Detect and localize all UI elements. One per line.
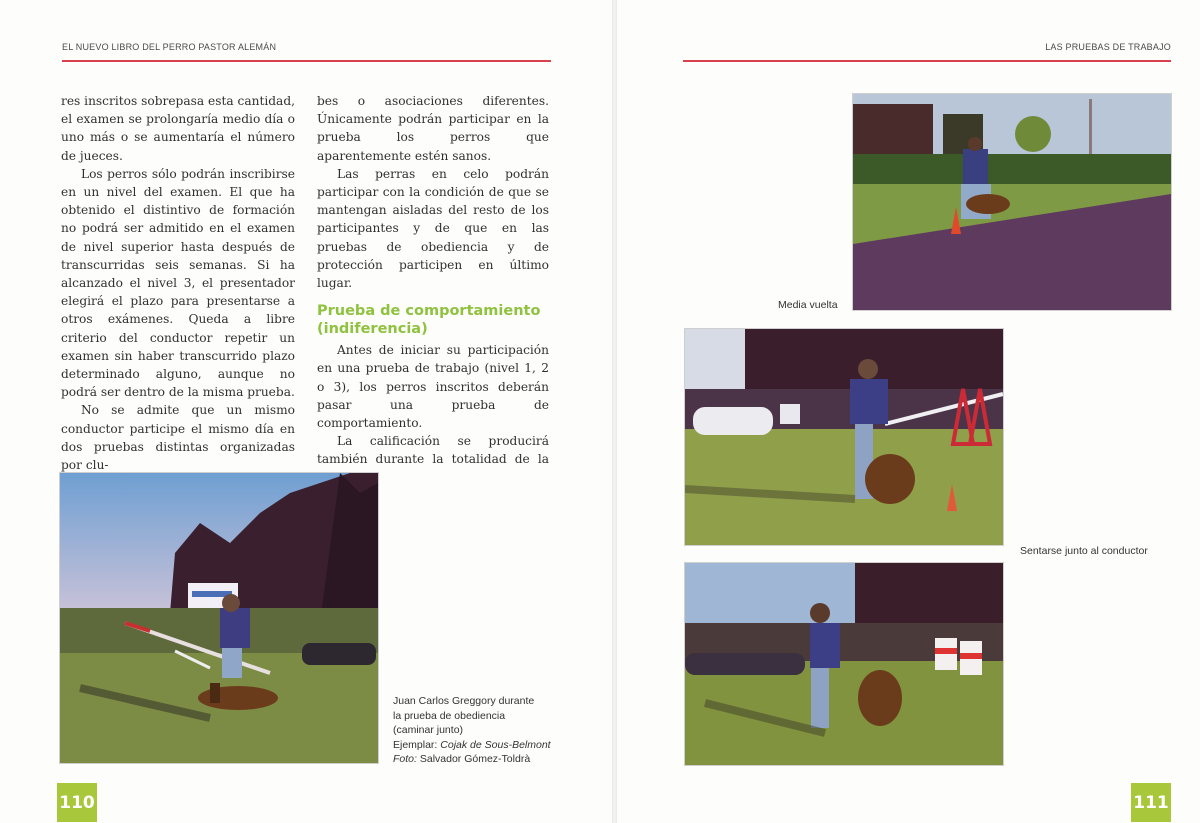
specimen-name: Cojak de Sous-Belmont — [440, 738, 551, 751]
photo-caption-obedience — [393, 694, 573, 767]
photo-label: Foto: — [393, 753, 417, 765]
caption-credit — [393, 752, 573, 767]
caption-line: (caminar junto) — [393, 724, 464, 736]
caption-line: Juan Carlos Greggory durante — [393, 695, 535, 707]
page-number-left: 110 — [57, 783, 97, 822]
photo-half-turn — [852, 93, 1172, 311]
photo-caption-sit: Sentarse junto al conductor — [1020, 545, 1148, 557]
running-head-right: LAS PRUEBAS DE TRABAJO — [1045, 42, 1171, 52]
paragraph: res inscritos sobrepasa esta cantidad, el examen se prolongaría medio día o uno más o se aumentaría el número de jueces. — [61, 94, 295, 163]
paragraph: Los perros sólo podrán inscribirse en un nivel del examen. El que ha obtenido el distintivo de formación no podrá ser admitido en el examen de nivel superior hasta después de transcurridas seis semanas. Si ha alcanzado el nivel 3, el presentador elegirá el plazo para presentarse a otros exámenes. Queda a libre criterio del conductor repetir un examen sin haber transcurrido plazo determinado alguno, aunque no podrá ser dentro de la misma prueba. — [61, 166, 295, 400]
paragraph: Antes de iniciar su participación en una prueba de trabajo (nivel 1, 2 o 3), los perros inscritos deberán pasar una prueba de comportamiento. — [317, 343, 549, 431]
photo-sit-beside-handler — [684, 328, 1004, 546]
specimen-label: Ejemplar: — [393, 738, 438, 751]
photo-obedience-walking — [59, 472, 379, 764]
text-column-2 — [317, 92, 549, 487]
header-rule-right — [683, 60, 1171, 62]
section-heading: Prueba de comportamiento (indiferencia) — [317, 303, 541, 338]
photo-caption-half-turn: Media vuelta — [778, 299, 838, 311]
caption-line: la prueba de obediencia — [393, 709, 506, 722]
photo-illustration — [60, 473, 378, 763]
paragraph: La calificación se producirá también durante la totalidad de la — [317, 434, 549, 467]
photo-illustration — [685, 329, 1003, 545]
right-page — [617, 0, 1200, 823]
running-head-left: EL NUEVO LIBRO DEL PERRO PASTOR ALEMÁN — [62, 42, 277, 52]
paragraph: Las perras en celo podrán participar con la condición de que se mantengan aisladas del resto de los participantes y de que en las pruebas de obediencia y de protección participen en último lugar. — [317, 166, 549, 291]
photo-credit: Salvador Gómez-Toldrà — [419, 753, 531, 765]
photo-illustration — [685, 563, 1003, 765]
paragraph: No se admite que un mismo conductor participe el mismo día en dos pruebas distintas organizadas por clu- — [61, 403, 295, 473]
photo-sit-heel — [684, 562, 1004, 766]
caption-specimen — [393, 738, 573, 753]
paragraph: bes o asociaciones diferentes. Únicamente podrán participar en la prueba los perros que aparentemente estén sanos. — [317, 94, 549, 163]
header-rule-left — [62, 60, 551, 62]
photo-illustration — [853, 94, 1171, 310]
text-column-1 — [61, 92, 295, 474]
page-number-right: 111 — [1131, 783, 1171, 822]
